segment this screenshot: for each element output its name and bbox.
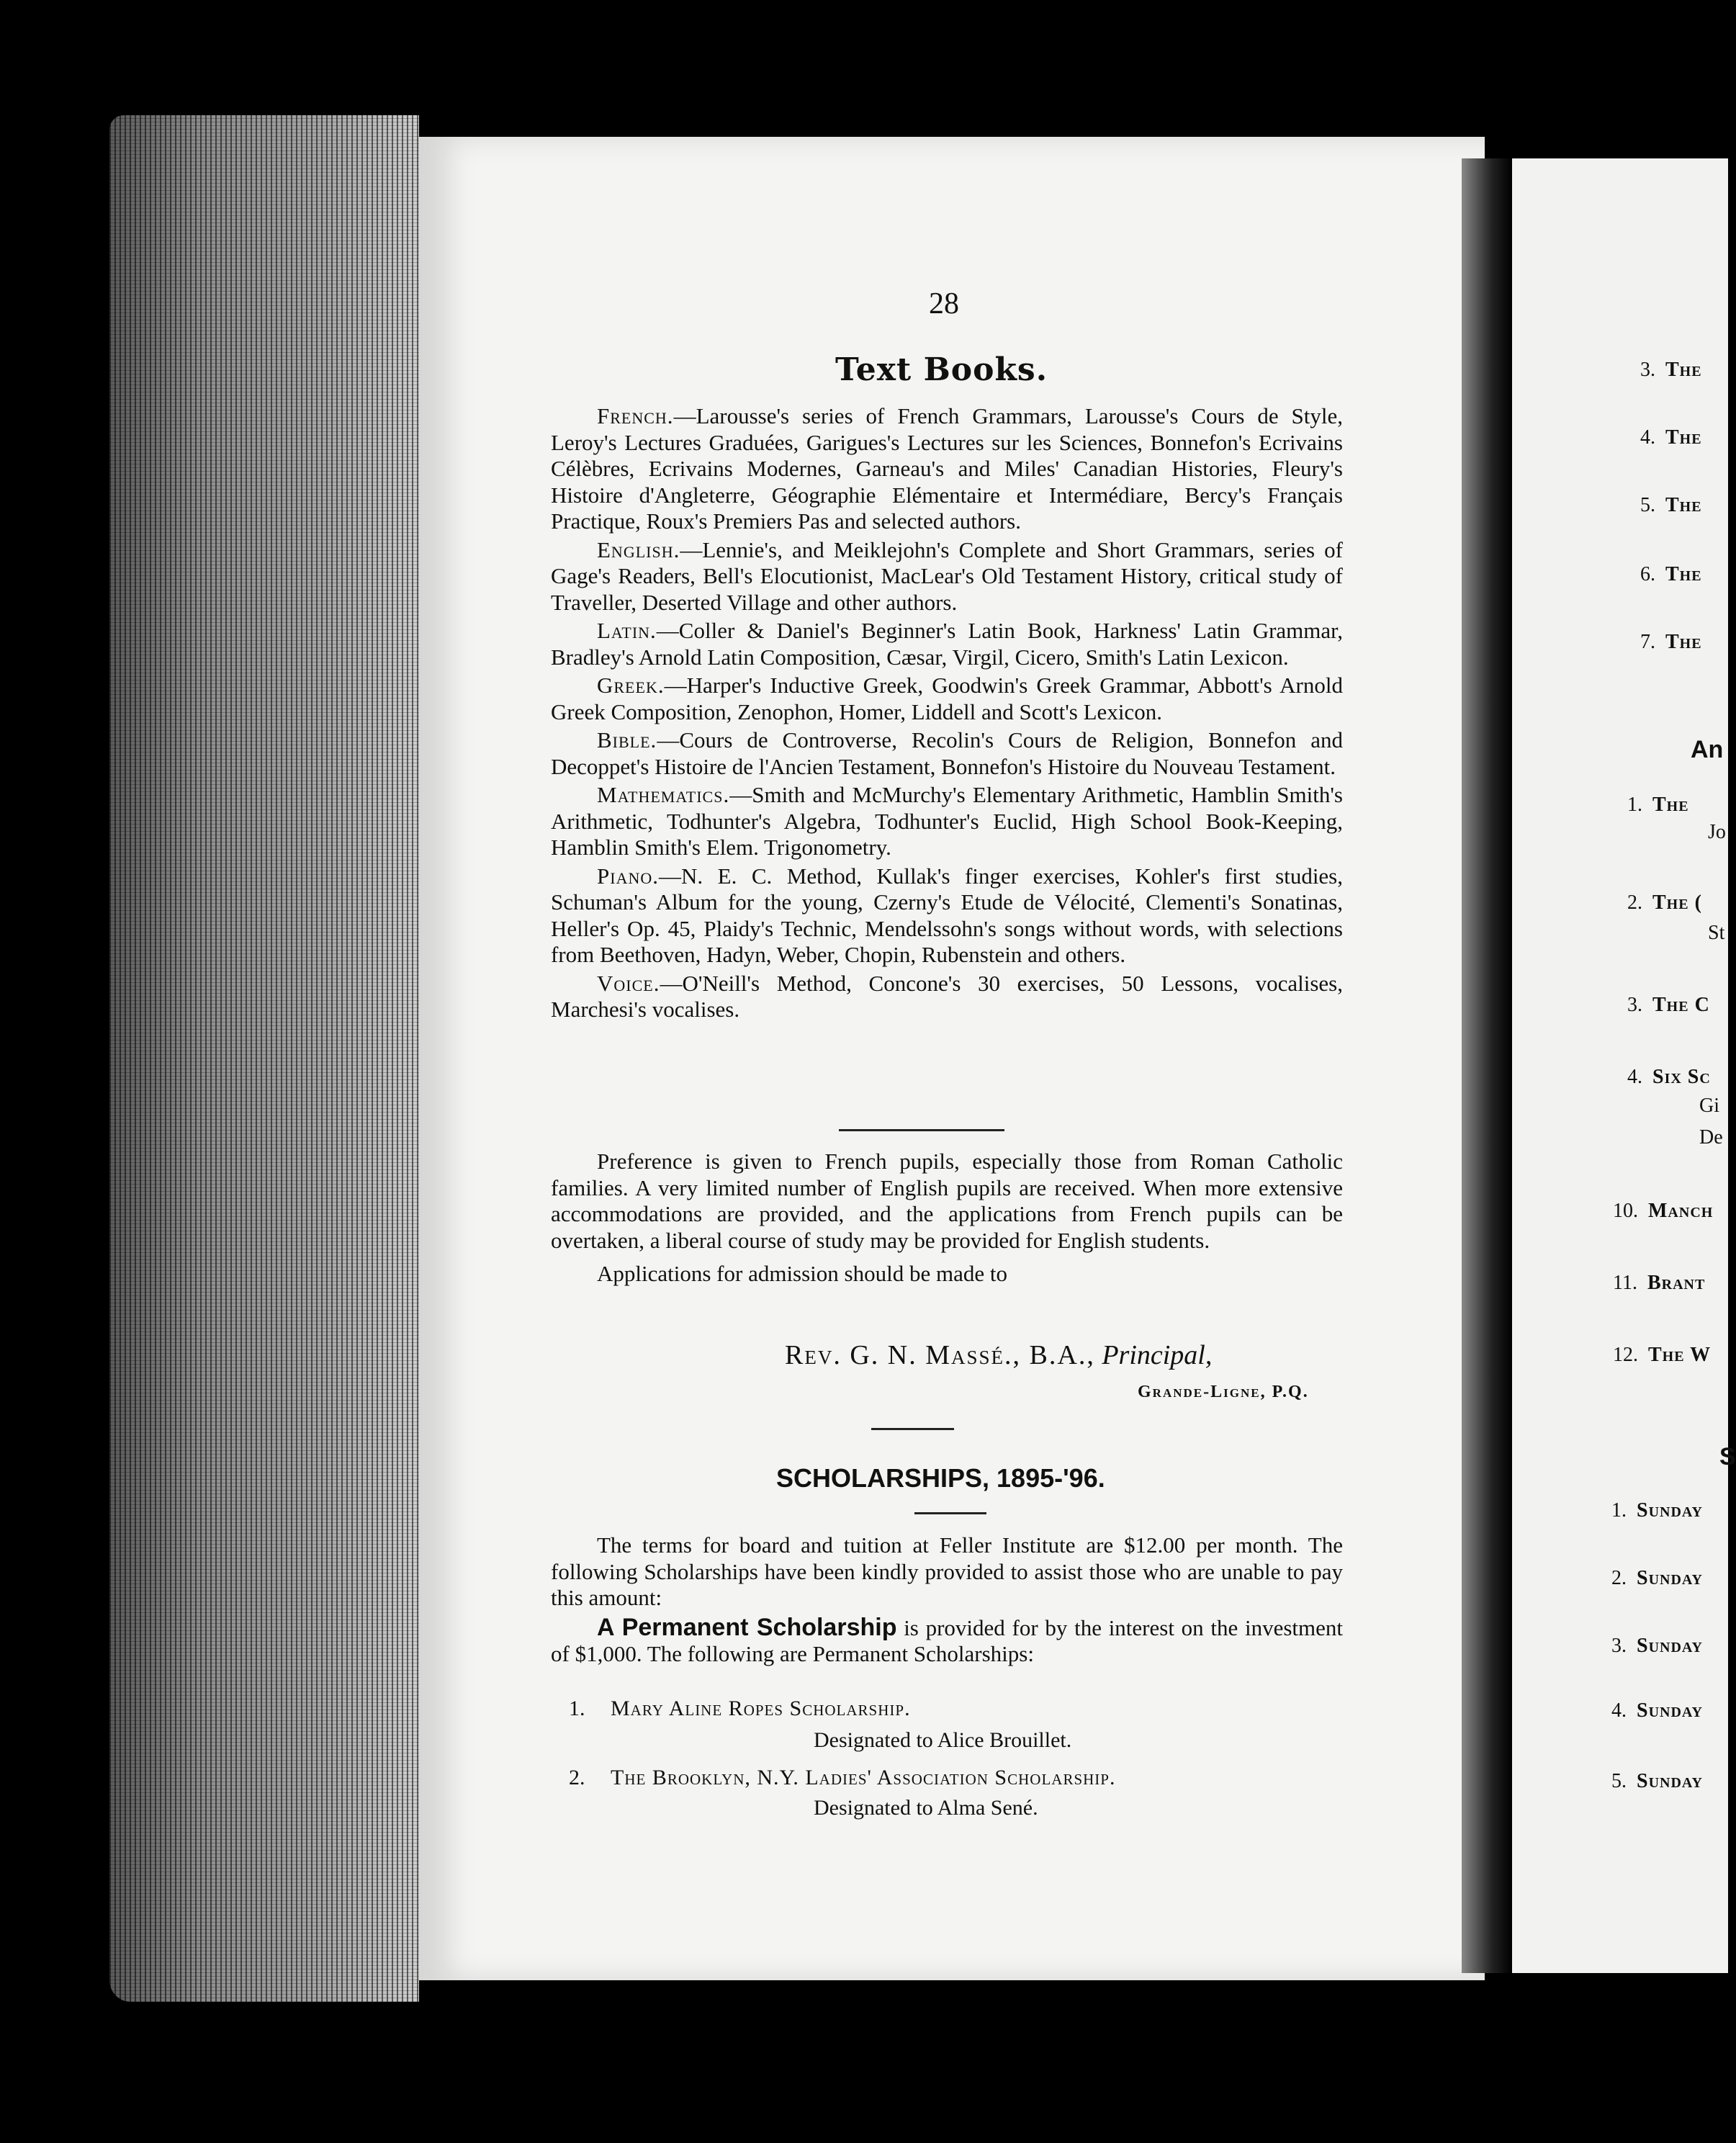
subject-bible: Bible.—Cours de Controverse, Recolin's Cours de Religion, Bonnefon and Decoppet's Histoire de l'Ancien Testament, Bonnefon's Histoire du Nouveau Testament.: [551, 727, 1343, 779]
scholarship-name: Mary Aline Ropes Scholarship.: [611, 1697, 911, 1720]
right-item: 7. The: [1640, 631, 1702, 653]
text-books-heading: Text Books.: [835, 351, 1048, 388]
preference-paragraph: [551, 1149, 1343, 1290]
subject-english: English.—Lennie's, and Meiklejohn's Complete and Short Grammars, series of Gage's Readers, Bell's Elocutionist, MacLear's Old Testament History, critical study of Traveller, Deserted Village and other authors.: [551, 536, 1343, 615]
preference-text: Preference is given to French pupils, especially those from Roman Catholic families. A very limited number of English pupils are received. When more extensive accommodations are provided, and the applications from French pupils can be overtaken, a liberal course of study may be provided for English students.: [551, 1149, 1343, 1253]
right-item: 6. The: [1640, 563, 1702, 585]
subject-latin: Latin.—Coller & Daniel's Beginner's Latin Book, Harkness' Latin Grammar, Bradley's Arnold Latin Composition, Cæsar, Virgil, Cicero, Smith's Latin Lexicon.: [551, 618, 1343, 670]
right-subline: Gi: [1699, 1095, 1719, 1117]
right-item: 4. Sunday: [1611, 1699, 1703, 1722]
subject-french: French.—Larousse's series of French Grammars, Larousse's Cours de Style, Leroy's Lectures Graduées, Garigues's Lectures sur les Sciences, Bonnefon's Ecrivains Célèbres, Ecrivains Modernes, Garneau's and Miles' Canadian Histories, Fleury's Histoire d'Angleterre, Géographie Elémentaire et Intermédiare, Bercy's Français Practique, Roux's Premiers Pas and selected authors.: [551, 403, 1343, 534]
right-item: 4. The: [1640, 426, 1702, 449]
scholarships-intro: [551, 1532, 1343, 1670]
right-item: 12. The W: [1613, 1344, 1712, 1366]
scholarship-designation: Designated to Alice Brouillet.: [814, 1728, 1072, 1752]
small-divider: [871, 1428, 954, 1430]
right-item: 11. Brant: [1613, 1272, 1706, 1294]
right-item: 5. The: [1640, 494, 1702, 516]
permanent-scholarship-text: A Permanent Scholarship is provided for by the interest on the investment of $1,000. The following are Permanent Scholarships:: [551, 1613, 1344, 1666]
right-item: 4. Six Sc: [1627, 1066, 1711, 1088]
right-item: 3. The C: [1627, 994, 1710, 1016]
section-divider: [839, 1129, 1004, 1131]
scholarship-item: [569, 1766, 1116, 1790]
principal-name: Rev. G. N. Massé., B.A.,: [785, 1340, 1095, 1370]
subject-piano: Piano.—N. E. C. Method, Kullak's finger exercises, Kohler's first studies, Schuman's Album for the young, Czerny's Etude de Vélocité, Clementi's Sonatinas, Heller's Op. 45, Plaidy's Technic, Mendelssohn's songs without words, with selections from Beethoven, Hadyn, Weber, Chopin, Rubenstein and others.: [551, 863, 1343, 967]
right-subline: St: [1708, 922, 1725, 944]
permanent-scholarship-lead: A Permanent Scholarship: [597, 1613, 897, 1641]
book-gutter: [1462, 158, 1512, 1973]
right-item: 2. The (: [1627, 891, 1702, 914]
page-number: 28: [929, 287, 959, 320]
terms-text: The terms for board and tuition at Feller Institute are $12.00 per month. The following Scholarships have been kindly provided to assist those who are unable to pay this amount:: [551, 1532, 1343, 1610]
principal-address: Grande-Ligne, P.Q.: [1138, 1383, 1309, 1401]
right-item: 3. The: [1640, 359, 1702, 381]
subject-voice: Voice.—O'Neill's Method, Concone's 30 exercises, 50 Lessons, vocalises, Marchesi's vocalises.: [551, 970, 1343, 1022]
right-heading-a: An: [1691, 736, 1724, 763]
right-heading-s: S: [1719, 1443, 1736, 1470]
title-underline: [914, 1512, 986, 1514]
right-item: 2. Sunday: [1611, 1567, 1703, 1589]
right-page: [1512, 158, 1736, 1973]
subject-mathematics: Mathematics.—Smith and McMurchy's Elementary Arithmetic, Hamblin Smith's Arithmetic, Todhunter's Algebra, Todhunter's Euclid, High School Book-Keeping, Hamblin Smith's Elem. Trigonometry.: [551, 782, 1343, 860]
scholarship-designation: Designated to Alma Sené.: [814, 1796, 1038, 1820]
right-item: 10. Manch: [1613, 1200, 1714, 1222]
principal-title: Principal,: [1102, 1340, 1213, 1370]
applications-text: Applications for admission should be made to: [597, 1261, 1007, 1286]
scholarship-name: The Brooklyn, N.Y. Ladies' Association Scholarship.: [611, 1766, 1116, 1789]
book-page-edge: [109, 115, 419, 2002]
subject-greek: Greek.—Harper's Inductive Greek, Goodwin's Greek Grammar, Abbott's Arnold Greek Composition, Zenophon, Homer, Liddell and Scott's Lexicon.: [551, 673, 1343, 724]
right-item: 3. Sunday: [1611, 1635, 1703, 1657]
scholarship-item: [569, 1697, 911, 1721]
right-subline: Jo: [1708, 821, 1726, 843]
scholarship-number: 1.: [569, 1697, 585, 1720]
right-item: 1. Sunday: [1611, 1499, 1703, 1522]
right-item: 5. Sunday: [1611, 1770, 1703, 1792]
principal-signature: [785, 1339, 1212, 1371]
right-item: 1. The: [1627, 794, 1689, 816]
right-subline: De: [1699, 1126, 1723, 1149]
text-books-list: [551, 403, 1343, 1025]
scholarship-number: 2.: [569, 1766, 585, 1789]
scholarships-title: SCHOLARSHIPS, 1895-'96.: [776, 1463, 1105, 1493]
